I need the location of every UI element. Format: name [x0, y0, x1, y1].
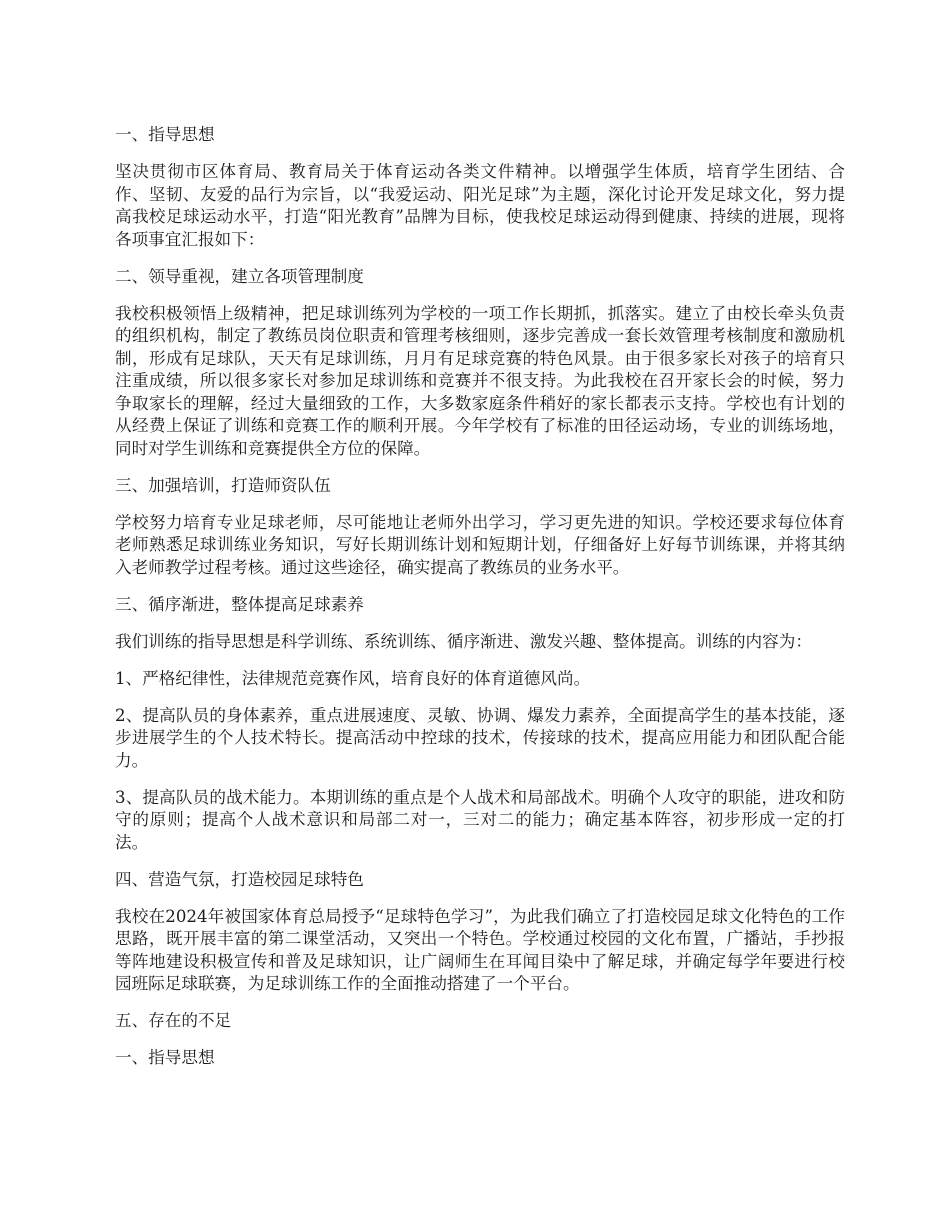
paragraph-atmosphere: 我校在2024年被国家体育总局授予“足球特色学习”，为此我们确立了打造校园足球文化特色的工作思路，既开展丰富的第二课堂活动，又突出一个特色。学校通过校园的文化布置，广播站，手抄报等阵地建设积极宣传和普及足球知识，让广阔师生在耳闻目染中了解足球，并确定每学年要进行校园班际足球联赛，为足球训练工作的全面推动搭建了一个平台。: [115, 906, 845, 993]
section-heading-guiding-thought: 一、指导思想: [115, 125, 215, 144]
section-heading-guiding-thought-repeat: 一、指导思想: [115, 1048, 215, 1067]
paragraph-leadership: 我校积极领悟上级精神，把足球训练列为学校的一项工作长期抓，抓落实。建立了由校长牵头负责的组织机构，制定了教练员岗位职责和管理考核细则，逐步完善成一套长效管理考核制度和激励机制，形成有足球队，天天有足球训练，月月有足球竞赛的特色风景。由于很多家长对孩子的培育只注重成绩，所以很多家长对参加足球训练和竞赛并不很支持。为此我校在召开家长会的时候，努力争取家长的理解，经过大量细致的工作，大多数家庭条件稍好的家长都表示支持。学校也有计划的从经费上保证了训练和竞赛工作的顺利开展。今年学校有了标准的田径运动场，专业的训练场地，同时对学生训练和竞赛提供全方位的保障。: [115, 303, 845, 458]
list-item-physical: 2、提高队员的身体素养，重点进展速度、灵敏、协调、爆发力素养，全面提高学生的基本技能，逐步进展学生的个人技术特长。提高活动中控球的技术，传接球的技术，提高应用能力和团队配合能力。: [115, 705, 845, 770]
section-heading-leadership: 二、领导重视，建立各项管理制度: [115, 266, 364, 286]
section-heading-progressive-training: 三、循序渐进，整体提高足球素养: [115, 594, 364, 614]
list-item-tactics: 3、提高队员的战术能力。本期训练的重点是个人战术和局部战术。明确个人攻守的职能，进攻和防守的原则；提高个人战术意识和局部二对一，三对二的能力；确定基本阵容，初步形成一定的打法。: [115, 787, 845, 852]
section-heading-atmosphere: 四、营造气氛，打造校园足球特色: [115, 869, 364, 889]
list-item-discipline: 1、严格纪律性，法律规范竞赛作风，培育良好的体育道德风尚。: [115, 668, 591, 688]
section-heading-shortcomings: 五、存在的不足: [115, 1011, 232, 1030]
section-heading-training-teachers: 三、加强培训，打造师资队伍: [115, 475, 331, 495]
paragraph-intro: 坚决贯彻市区体育局、教育局关于体育运动各类文件精神。以增强学生体质，培育学生团结、合作、坚韧、友爱的品行为宗旨，以“我爱运动、阳光足球”为主题，深化讨论开发足球文化，努力提高我校足球运动水平，打造“阳光教育”品牌为目标，使我校足球运动得到健康、持续的进展，现将各项事宜汇报如下：: [115, 162, 845, 249]
document-body: [115, 124, 845, 1084]
paragraph-training-content: 我们训练的指导思想是科学训练、系统训练、循序渐进、激发兴趣、整体提高。训练的内容为：: [115, 631, 812, 651]
paragraph-training-teachers: 学校努力培育专业足球老师，尽可能地让老师外出学习，学习更先进的知识。学校还要求每位体育老师熟悉足球训练业务知识，写好长期训练计划和短期计划，仔细备好上好每节训练课，并将其纳入老师教学过程考核。通过这些途径，确实提高了教练员的业务水平。: [115, 512, 845, 577]
